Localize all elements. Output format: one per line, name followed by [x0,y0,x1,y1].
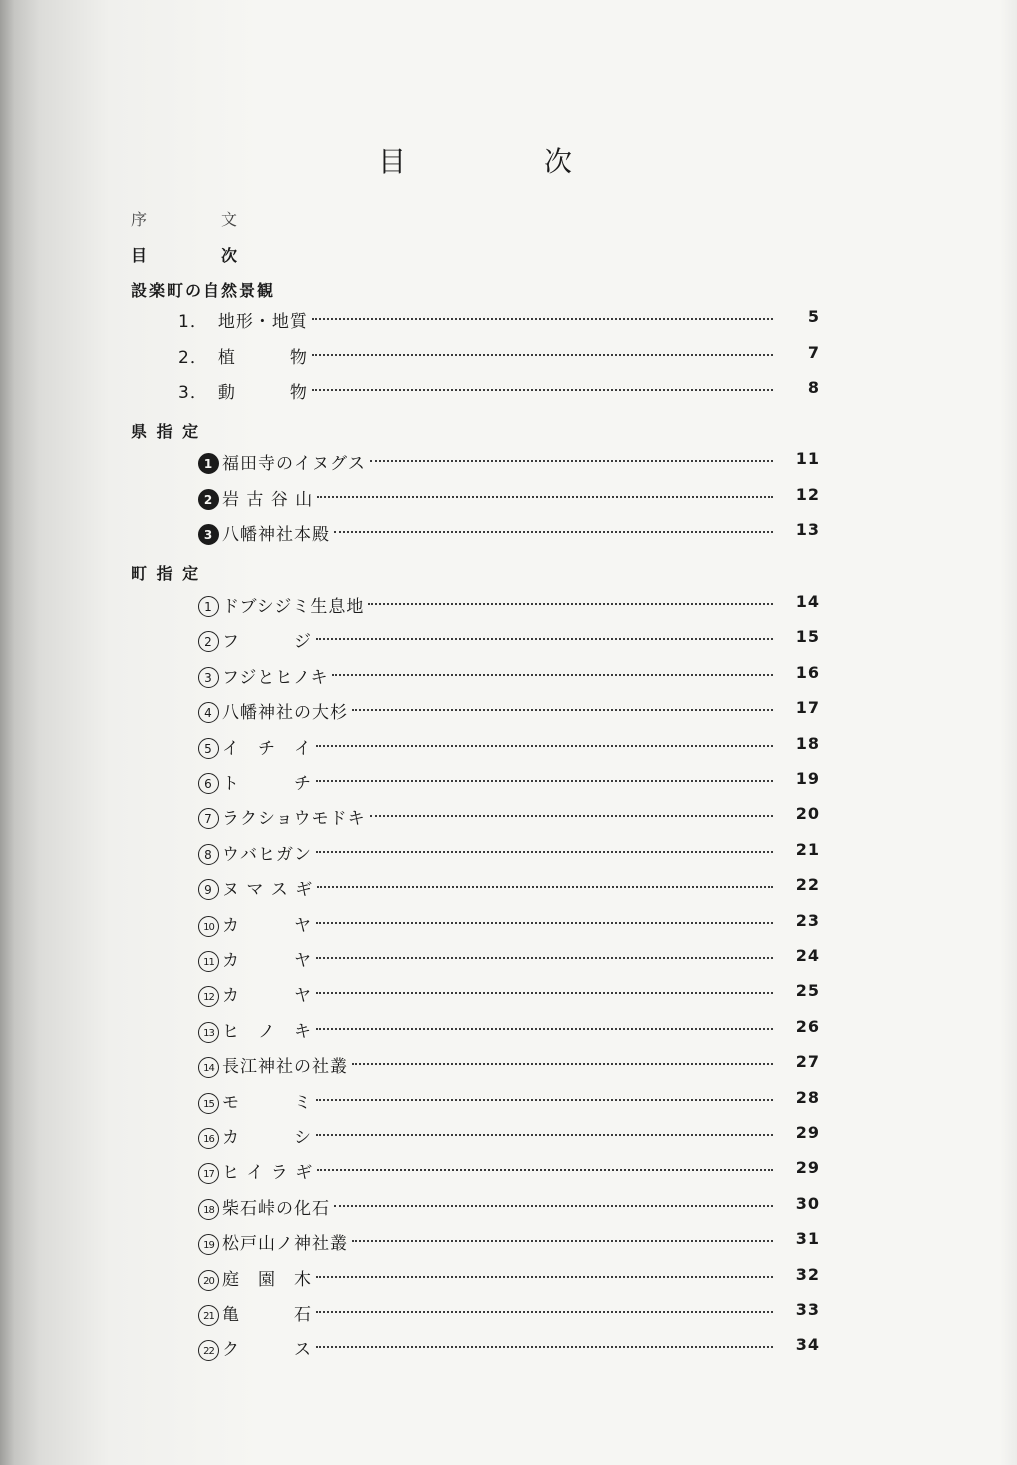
toc-entry-title: 地形・地質 [217,312,308,332]
toc-page-number: 5 [807,307,820,326]
toc-page-number: 12 [795,484,820,504]
toc-entry-number: 3． [178,383,208,403]
toc-entry[interactable] [0,1193,1017,1219]
toc-entry-title: ラクショウモドキ [222,809,366,830]
circled-number-badge: 7 [198,808,219,829]
toc-leader-dots [317,1169,773,1171]
toc-entry-title: 八幡神社本殿 [222,525,330,545]
toc-page-number: 20 [795,804,820,824]
toc-entry[interactable] [0,1158,1017,1184]
toc-leader-dots [334,1205,773,1207]
toc-entry-label [198,520,330,545]
circled-number-badge: 9 [198,879,219,900]
toc-entry-label [198,1335,312,1361]
toc-entry-label [198,1158,313,1184]
section-town[interactable]: 町 指 定 [131,564,201,583]
toc-page-number: 8 [807,378,820,397]
circled-number-badge: 1 [198,596,219,617]
toc-entry-label [198,911,312,937]
toc-page-number: 11 [795,449,820,468]
toc-entry-label [198,449,366,474]
circled-number-badge: 11 [198,951,219,972]
toc-leader-dots [316,922,773,924]
toc-page-number: 30 [795,1193,820,1213]
toc-leader-dots [370,815,773,817]
section-contents-char-b: 次 [221,246,240,265]
toc-entry-title: 植 物 [217,347,308,368]
section-preface[interactable] [131,207,240,230]
toc-entry[interactable] [0,1052,1017,1078]
toc-entry-label [178,307,308,332]
toc-entry[interactable] [0,484,1017,510]
circled-number-badge: 6 [198,773,219,794]
toc-leader-dots [352,1063,773,1065]
toc-entry-title: カ シ [222,1128,312,1148]
toc-page-number: 14 [795,592,820,611]
circled-number-badge: 14 [198,1057,219,1078]
toc-page-number: 19 [795,769,820,788]
toc-entry-title: 亀 石 [222,1305,312,1325]
toc-entry-label [198,627,312,652]
toc-entry[interactable] [0,769,1017,794]
toc-entry-title: 松戸山ノ神社叢 [222,1234,348,1255]
circled-number-badge: 20 [198,1270,219,1291]
toc-page-number: 7 [807,342,820,362]
toc-leader-dots [316,1134,773,1136]
toc-leader-dots [312,354,773,356]
toc-leader-dots [316,1346,773,1348]
toc-page-number: 25 [795,981,820,1001]
title-char-left: 目 [378,145,407,178]
circled-number-badge: 5 [198,738,219,759]
toc-entry-title: モ ミ [222,1092,312,1113]
toc-leader-dots [352,1240,773,1242]
toc-leader-dots [316,1276,773,1278]
toc-entry-label [198,1017,312,1043]
toc-entry-title: ドブシジミ生息地 [222,597,365,617]
toc-entry[interactable] [0,592,1017,617]
toc-entry-title: フ ジ [222,632,312,653]
toc-entry-label [198,1123,312,1149]
toc-entry-label [198,698,348,723]
toc-entry[interactable] [0,378,1017,403]
toc-entry-label [198,1052,348,1078]
toc-entry[interactable] [0,342,1017,368]
circled-number-badge: 19 [198,1234,219,1255]
toc-page-number: 33 [795,1300,820,1319]
toc-page-number: 31 [795,1229,820,1249]
toc-entry[interactable] [0,981,1017,1007]
toc-entry-label [198,485,313,510]
toc-entry-title: カ ヤ [222,951,312,971]
toc-entry[interactable] [0,662,1017,688]
toc-entry-number: 2． [178,347,208,368]
toc-leader-dots [316,745,773,747]
toc-entry-label [198,1265,312,1291]
toc-entry-title: カ ヤ [222,986,312,1007]
toc-entry-title: ク ス [222,1340,312,1361]
toc-entry-label [198,1088,312,1114]
toc-entry-title: 柴石峠の化石 [222,1198,330,1219]
title-char-right: 次 [544,145,573,178]
toc-page-number: 21 [795,839,820,859]
toc-entry[interactable] [0,520,1017,545]
toc-page-number: 16 [795,662,820,682]
toc-entry-label [198,840,312,865]
toc-entry-title: ウバヒガン [222,844,312,865]
section-contents-char-a: 目 [131,246,150,265]
toc-entry[interactable] [0,698,1017,724]
filled-number-badge: 2 [198,489,219,510]
circled-number-badge: 4 [198,702,219,723]
toc-leader-dots [316,957,773,959]
toc-entry-title: ヒ ノ キ [222,1021,312,1042]
section-landscape[interactable]: 設楽町の自然景観 [131,281,276,300]
circled-number-badge: 18 [198,1199,219,1220]
toc-entry[interactable] [0,449,1017,474]
toc-entry[interactable] [0,875,1017,901]
circled-number-badge: 21 [198,1305,219,1326]
toc-page-number: 32 [795,1264,820,1284]
toc-leader-dots [316,1311,773,1313]
toc-entry-label [178,343,308,368]
toc-leader-dots [368,603,773,605]
toc-entry-title: ヒ イ ラ ギ [222,1163,314,1184]
toc-entry[interactable] [0,1229,1017,1255]
toc-entry-label [198,1229,348,1255]
toc-entry-label [198,592,364,617]
toc-leader-dots [352,709,773,711]
toc-entry[interactable] [0,1016,1017,1042]
toc-page-number: 28 [795,1087,820,1107]
circled-number-badge: 22 [198,1340,219,1361]
toc-entry-label [178,378,308,403]
toc-page-number: 23 [795,910,820,930]
toc-entry-label [198,1194,330,1220]
toc-entry-title: ヌ マ ス ギ [222,880,314,901]
toc-leader-dots [370,460,773,462]
toc-entry[interactable] [0,627,1017,653]
toc-leader-dots [312,318,773,320]
toc-entry[interactable] [0,910,1017,936]
toc-entry-title: フジとヒノキ [222,667,329,688]
toc-entry[interactable] [0,1264,1017,1290]
toc-page-number: 29 [795,1123,820,1142]
toc-entry[interactable] [0,1087,1017,1113]
toc-entry-title: 庭 園 木 [222,1269,312,1290]
toc-leader-dots [316,638,773,640]
toc-leader-dots [316,1028,773,1030]
circled-number-badge: 13 [198,1022,219,1043]
toc-page-number: 27 [795,1052,820,1072]
toc-page-number: 34 [795,1335,820,1355]
toc-entry-label [198,1300,312,1326]
page-title [0,140,1017,184]
circled-number-badge: 2 [198,631,219,652]
toc-page-number: 13 [795,520,820,539]
section-prefecture[interactable]: 県 指 定 [131,422,201,441]
toc-leader-dots [312,389,773,391]
toc-page-number: 18 [795,733,820,753]
toc-entry-title: 動 物 [217,383,308,403]
section-contents[interactable] [131,243,240,266]
toc-entry-label [198,981,312,1007]
toc-page-number: 15 [795,627,820,647]
toc-entry-label [198,875,313,900]
toc-entry[interactable] [0,839,1017,865]
toc-entry-label [198,734,312,759]
toc-page-number: 26 [795,1016,820,1036]
circled-number-badge: 15 [198,1093,219,1114]
toc-entry-title: 八幡神社の大杉 [222,703,348,724]
toc-entry[interactable] [0,733,1017,759]
filled-number-badge: 1 [198,453,219,474]
toc-leader-dots [316,780,773,782]
toc-entry-label [198,946,312,972]
circled-number-badge: 3 [198,667,219,688]
section-preface-char-a: 序 [131,210,150,229]
circled-number-badge: 16 [198,1128,219,1149]
toc-leader-dots [317,886,773,888]
toc-leader-dots [317,496,773,498]
toc-page-number: 22 [795,875,820,895]
toc-entry-title: 岩 古 谷 山 [222,489,314,510]
toc-entry-label [198,663,328,688]
toc-entry-label [198,769,312,794]
toc-page-number: 17 [795,698,820,718]
circled-number-badge: 8 [198,844,219,865]
circled-number-badge: 12 [198,986,219,1007]
toc-entry-title: イ チ イ [222,738,312,759]
toc-entry[interactable] [0,1335,1017,1361]
toc-entry[interactable] [0,804,1017,830]
toc-entry-number: 1． [178,312,208,332]
toc-page-number: 29 [795,1158,820,1178]
filled-number-badge: 3 [198,524,219,545]
circled-number-badge: 10 [198,916,219,937]
section-preface-char-b: 文 [221,210,240,229]
toc-entry-title: ト チ [222,774,312,794]
toc-leader-dots [316,992,773,994]
circled-number-badge: 17 [198,1163,219,1184]
toc-entry-title: 福田寺のイヌグス [222,454,366,474]
toc-leader-dots [332,674,773,676]
toc-entry[interactable] [0,307,1017,332]
toc-entry-label [198,804,366,829]
toc-entry[interactable] [0,1300,1017,1325]
toc-leader-dots [316,851,773,853]
toc-entry-title: 長江神社の社叢 [222,1057,348,1078]
toc-leader-dots [316,1099,773,1101]
toc-page-number: 24 [795,946,820,965]
toc-leader-dots [334,531,773,533]
toc-entry[interactable] [0,1123,1017,1148]
toc-entry-title: カ ヤ [222,915,312,936]
toc-entry[interactable] [0,946,1017,971]
